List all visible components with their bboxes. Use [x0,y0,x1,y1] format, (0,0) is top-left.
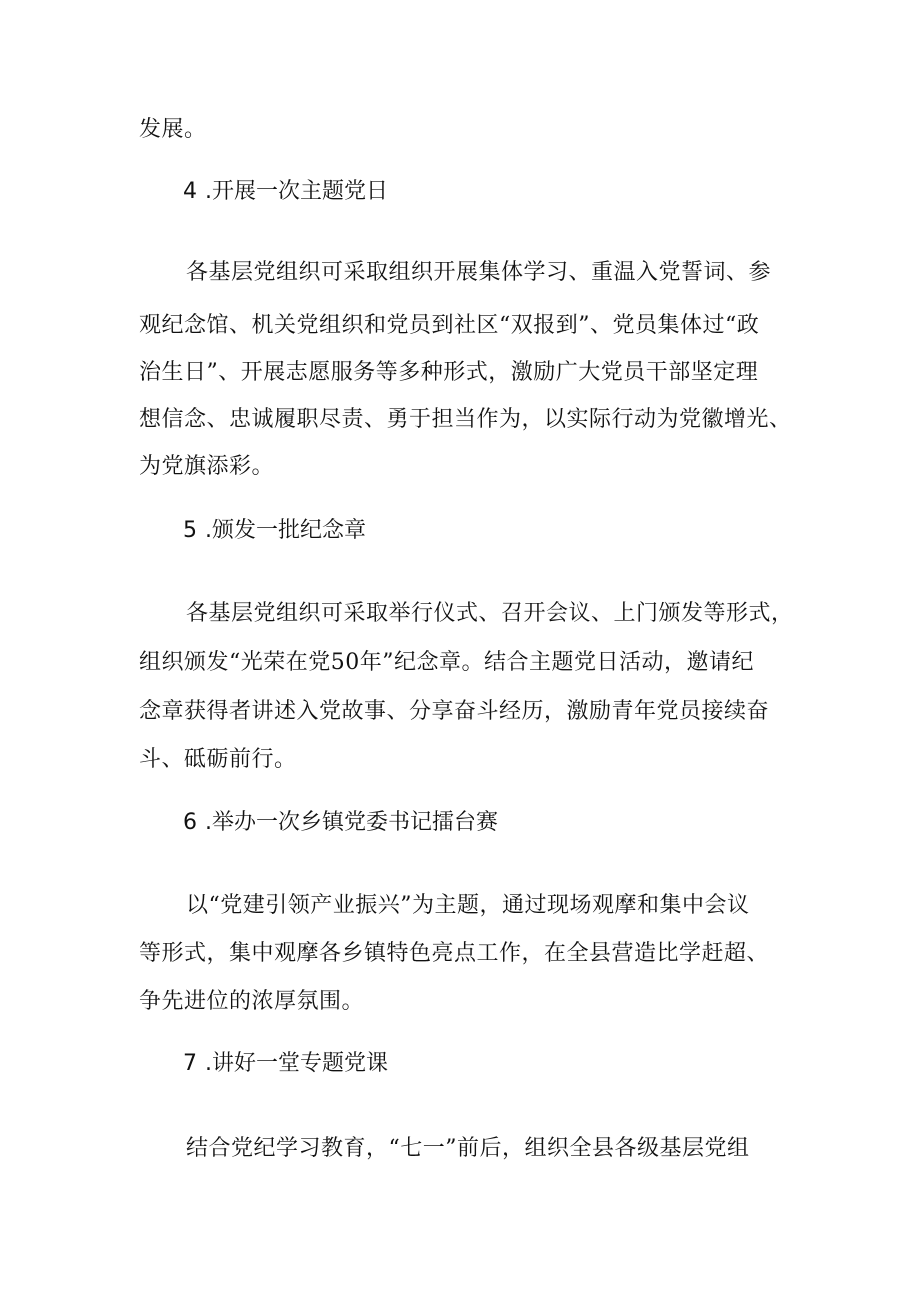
paragraph-line: 想信念、忠诚履职尽责、勇于担当作为，以实际行动为党徽增光、 [139,407,792,432]
paragraph-line: 观纪念馆、机关党组织和党员到社区“双报到”、党员集体过“政 [139,313,760,338]
paragraph-line: 结合党纪学习教育，“七一”前后，组织全县各级基层党组 [186,1136,750,1161]
paragraph-line: 为党旗添彩。 [139,454,275,479]
paragraph-line: 各基层党组织可采取举行仪式、召开会议、上门颁发等形式， [186,601,794,626]
heading-number: 4 [183,179,197,204]
paragraph-line: 各基层党组织可采取组织开展集体学习、重温入党誓词、参 [186,260,772,285]
heading-number: 6 [183,810,197,835]
paragraph-line: 组织颁发“光荣在党50年”纪念章。结合主题党日活动，邀请纪 [139,650,754,675]
paragraph-line: 等形式，集中观摩各乡镇特色亮点工作，在全县营造比学赶超、 [139,941,770,966]
heading-title: .讲好一堂专题党课 [205,1051,388,1076]
heading-title: .举办一次乡镇党委书记擂台赛 [205,810,498,835]
section-heading-6 [183,808,498,838]
paragraph-line: 发展。 [139,117,207,142]
heading-number: 7 [183,1051,197,1076]
heading-title: .开展一次主题党日 [205,179,388,204]
paragraph-line: 争先进位的浓厚氛围。 [139,989,365,1014]
section-heading-5 [183,516,366,546]
paragraph-line: 念章获得者讲述入党故事、分享奋斗经历，激励青年党员接续奋 [139,699,770,724]
heading-title: .颁发一批纪念章 [205,518,366,543]
section-heading-4 [183,177,388,207]
paragraph-line: 斗、砥砺前行。 [139,747,297,772]
paragraph-line: 以“党建引领产业振兴”为主题，通过现场观摩和集中会议 [186,893,750,918]
heading-number: 5 [183,518,197,543]
paragraph-line: 治生日”、开展志愿服务等多种形式，激励广大党员干部坚定理 [139,360,759,385]
section-heading-7 [183,1049,388,1079]
